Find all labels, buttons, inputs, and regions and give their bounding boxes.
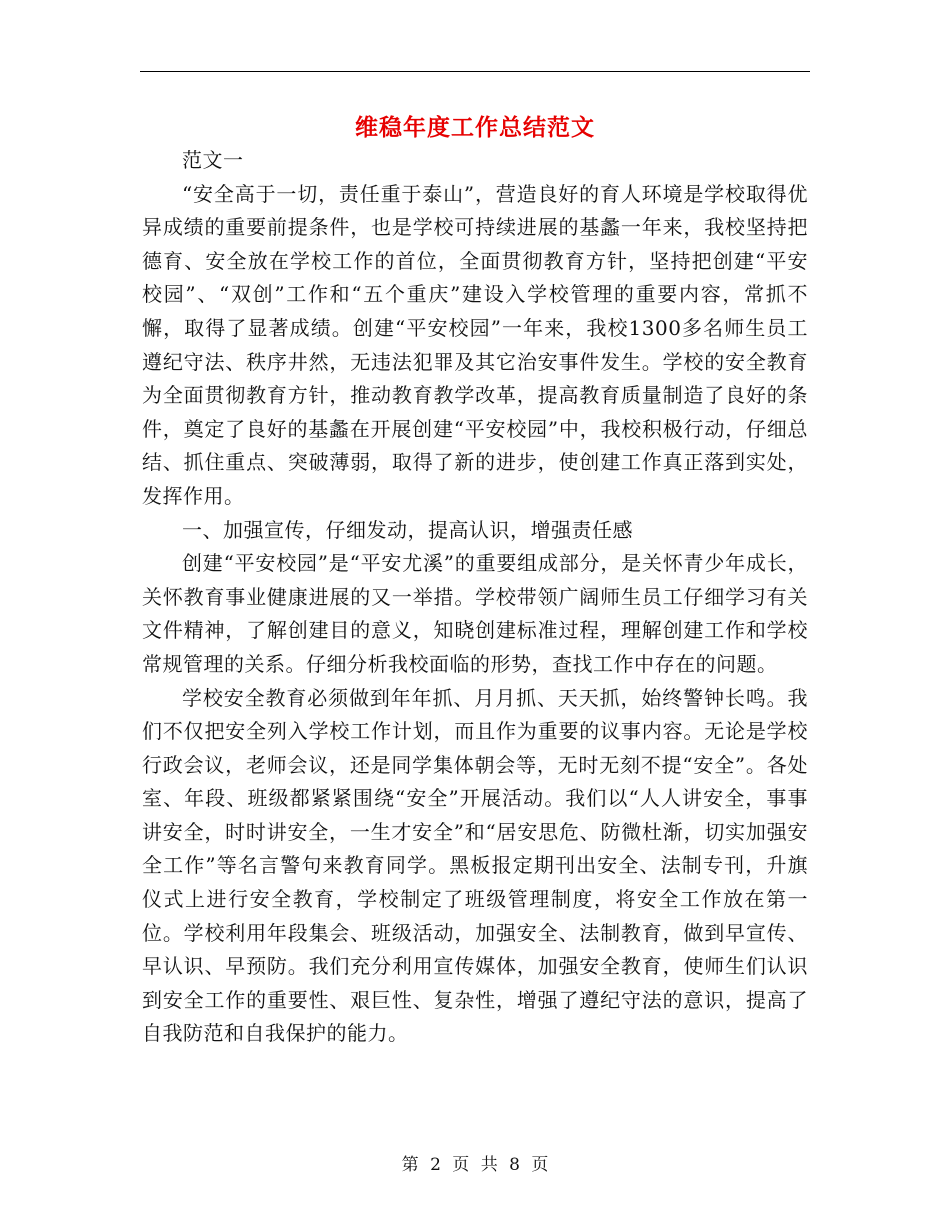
paragraph: 学校安全教育必须做到年年抓、月月抓、天天抓，始终警钟长鸣。我们不仅把安全列入学校工作计划，而且作为重要的议事内容。无论是学校行政会议，老师会议，还是同学集体朝会等，无时无刻不提“安全”。各处室、年段、班级都紧紧围绕“安全”开展活动。我们以“人人讲安全，事事讲安全，时时讲安全，一生才安全”和“居安思危、防微杜渐，切实加强安全工作”等名言警句来教育同学。黑板报定期刊出安全、法制专刊，升旗仪式上进行安全教育，学校制定了班级管理制度，将安全工作放在第一位。学校利用年段集会、班级活动，加强安全、法制教育，做到早宣传、早认识、早预防。我们充分利用宣传媒体，加强安全教育，使师生们认识到安全工作的重要性、艰巨性、复杂性，增强了遵纪守法的意识，提高了自我防范和自我保护的能力。	[142, 685, 808, 1046]
paragraph-subtitle: 范文一	[182, 148, 244, 172]
section-heading: 一、加强宣传，仔细发动，提高认识，增强责任感	[182, 517, 633, 542]
header-rule	[140, 71, 810, 72]
page-footer: 第 2 页 共 8 页	[401, 1155, 549, 1175]
paragraph-intro: “安全高于一切，责任重于泰山”，营造良好的育人环境是学校取得优异成绩的重要前提条件，也是学校可持续进展的基蠡一年来，我校坚持把德育、安全放在学校工作的首位，全面贯彻教育方针，坚持把创建“平安校园”、“双创”工作和“五个重庆”建设入学校管理的重要内容，常抓不懈，取得了显著成绩。创建“平安校园”一年来，我校1300多名师生员工遵纪守法、秩序井然，无违法犯罪及其它治安事件发生。学校的安全教育为全面贯彻教育方针，推动教育教学改革，提高教育质量制造了良好的条件，奠定了良好的基蠡在开展创建“平安校园”中，我校积极行动，仔细总结、抓住重点、突破薄弱，取得了新的进步，使创建工作真正落到实处，发挥作用。	[142, 181, 808, 508]
document-body	[142, 144, 808, 1051]
document-title: 维稳年度工作总结范文	[355, 114, 595, 141]
paragraph: 创建“平安校园”是“平安尤溪”的重要组成部分，是关怀青少年成长，关怀教育事业健康进展的又一举措。学校带领广阔师生员工仔细学习有关文件精神，了解创建目的意义，知晓创建标准过程，理解创建工作和学校常规管理的关系。仔细分析我校面临的形势，查找工作中存在的问题。	[142, 551, 808, 676]
